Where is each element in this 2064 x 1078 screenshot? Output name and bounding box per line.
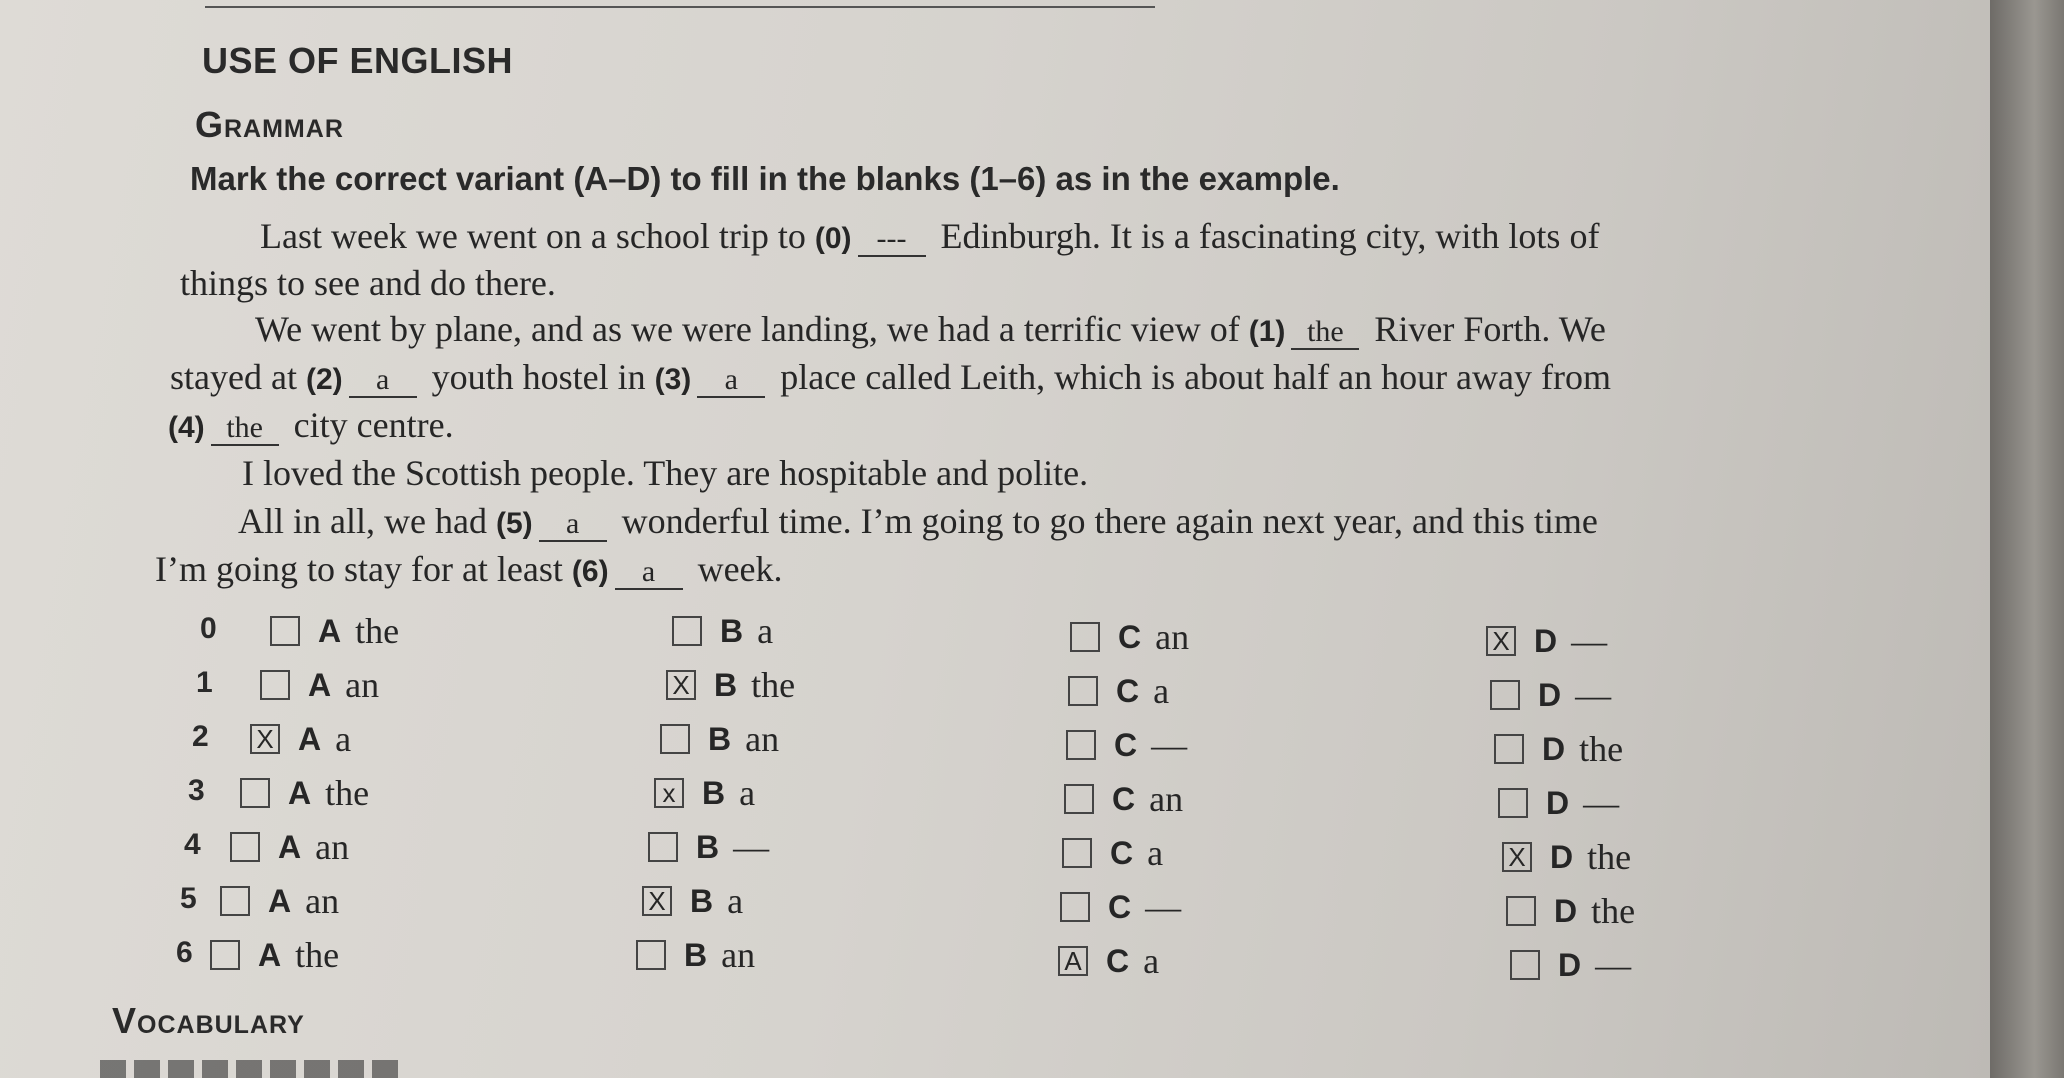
blank-0: --- — [858, 223, 926, 257]
option-4-c[interactable] — [1062, 832, 1163, 874]
option-3-d[interactable] — [1498, 782, 1619, 824]
option-checkbox[interactable] — [1062, 838, 1092, 868]
option-0-b[interactable] — [672, 610, 773, 652]
option-checkbox[interactable] — [270, 616, 300, 646]
option-text: an — [305, 881, 340, 921]
blank-5: a — [539, 508, 607, 542]
page-edge — [1990, 0, 2064, 1078]
option-text: a — [1153, 671, 1170, 711]
option-text: an — [345, 665, 380, 705]
option-letter: D — [1534, 622, 1558, 659]
option-letter: A — [268, 882, 292, 919]
option-text: a — [335, 719, 352, 759]
option-3-c[interactable] — [1064, 778, 1183, 820]
option-1-b[interactable] — [666, 664, 795, 706]
option-letter: A — [298, 720, 322, 757]
option-letter: B — [708, 720, 732, 757]
option-text: the — [1579, 729, 1624, 769]
blank-number: (5) — [495, 507, 533, 540]
option-checkbox[interactable] — [1064, 784, 1094, 814]
text-fragment: Edinburgh. It is a fascinating city, with lots of — [940, 216, 1600, 256]
text-fragment: stayed at — [170, 357, 297, 397]
blank-3: a — [697, 364, 765, 398]
option-checkbox[interactable] — [260, 670, 290, 700]
option-text: a — [757, 611, 774, 651]
option-6-b[interactable] — [636, 934, 755, 976]
option-1-d[interactable] — [1490, 674, 1611, 716]
blank-1: the — [1291, 316, 1359, 350]
option-row-number: 1 — [196, 666, 213, 699]
option-6-d[interactable] — [1510, 944, 1631, 986]
blank-number: (0) — [814, 222, 852, 255]
text-fragment: I loved the Scottish people. They are hospitable and polite. — [242, 453, 1089, 493]
option-letter: A — [288, 774, 312, 811]
option-checkbox[interactable] — [1510, 950, 1540, 980]
option-checkbox[interactable]: X — [1486, 626, 1516, 656]
option-text: the — [751, 665, 796, 705]
option-text: an — [745, 719, 780, 759]
option-5-c[interactable] — [1060, 886, 1181, 928]
text-line — [255, 308, 1606, 350]
option-letter: B — [720, 612, 744, 649]
cut-off-text — [100, 1060, 400, 1078]
option-letter: C — [1118, 618, 1142, 655]
option-checkbox[interactable] — [230, 832, 260, 862]
option-letter: D — [1542, 730, 1566, 767]
option-checkbox[interactable] — [1066, 730, 1096, 760]
option-2-c[interactable] — [1066, 724, 1187, 766]
instruction: Mark the correct variant (A–D) to fill in the blanks (1–6) as in the example. — [190, 160, 1340, 197]
text-fragment: wonderful time. I’m going to go there again next year, and this time — [621, 501, 1598, 541]
option-letter: D — [1554, 892, 1578, 929]
option-text: a — [739, 773, 756, 813]
option-checkbox[interactable]: X — [642, 886, 672, 916]
option-text: a — [727, 881, 744, 921]
option-0-c[interactable] — [1070, 616, 1189, 658]
option-letter: B — [684, 936, 708, 973]
option-text: — — [1151, 725, 1188, 765]
text-line — [180, 262, 556, 304]
option-6-c[interactable] — [1058, 940, 1159, 982]
text-line — [260, 215, 1599, 257]
option-checkbox[interactable] — [648, 832, 678, 862]
option-letter: C — [1112, 780, 1136, 817]
text-fragment: We went by plane, and as we were landing, we had a terrific view of — [255, 309, 1240, 349]
text-fragment: I’m going to stay for at least — [155, 549, 563, 589]
text-fragment: things to see and do there. — [180, 263, 556, 303]
option-text: the — [1587, 837, 1632, 877]
text-line — [242, 452, 1088, 494]
option-text: — — [1595, 945, 1632, 985]
option-2-a[interactable] — [250, 718, 351, 760]
option-row-number: 0 — [200, 612, 217, 645]
option-1-a[interactable] — [260, 664, 379, 706]
text-fragment: River Forth. We — [1374, 309, 1606, 349]
option-5-a[interactable] — [220, 880, 339, 922]
option-text: an — [315, 827, 350, 867]
option-text: — — [733, 827, 770, 867]
option-3-b[interactable] — [654, 772, 755, 814]
option-text: a — [1147, 833, 1164, 873]
blank-4: the — [211, 412, 279, 446]
option-checkbox[interactable] — [672, 616, 702, 646]
option-checkbox[interactable]: X — [250, 724, 280, 754]
text-fragment: All in all, we had — [238, 501, 487, 541]
option-2-d[interactable] — [1494, 728, 1623, 770]
option-checkbox[interactable]: X — [666, 670, 696, 700]
option-letter: C — [1108, 888, 1132, 925]
option-4-b[interactable] — [648, 826, 769, 868]
option-checkbox[interactable]: A — [1058, 946, 1088, 976]
text-line — [168, 404, 454, 446]
option-0-d[interactable] — [1486, 620, 1607, 662]
option-checkbox[interactable] — [1498, 788, 1528, 818]
option-letter: C — [1116, 672, 1140, 709]
option-checkbox[interactable]: x — [654, 778, 684, 808]
option-checkbox[interactable] — [1060, 892, 1090, 922]
option-3-a[interactable] — [240, 772, 369, 814]
option-letter: D — [1550, 838, 1574, 875]
option-text: the — [1591, 891, 1636, 931]
text-fragment: city centre. — [293, 405, 454, 445]
option-letter: C — [1106, 942, 1130, 979]
option-letter: C — [1110, 834, 1134, 871]
option-letter: D — [1546, 784, 1570, 821]
blank-2: a — [349, 364, 417, 398]
option-letter: B — [714, 666, 738, 703]
blank-number: (2) — [305, 363, 343, 396]
option-checkbox[interactable] — [1070, 622, 1100, 652]
text-fragment: place called Leith, which is about half an hour away from — [780, 357, 1611, 397]
blank-number: (1) — [1248, 315, 1286, 348]
text-fragment: youth hostel in — [431, 357, 646, 397]
grammar-heading: Grammar — [195, 104, 344, 145]
blank-number: (4) — [168, 411, 205, 444]
option-6-a[interactable] — [210, 934, 339, 976]
option-text: the — [295, 935, 340, 975]
option-text: a — [1143, 941, 1160, 981]
vocabulary-heading: Vocabulary — [112, 1000, 305, 1041]
option-text: an — [721, 935, 756, 975]
option-letter: A — [258, 936, 282, 973]
option-1-c[interactable] — [1068, 670, 1169, 712]
option-checkbox[interactable] — [220, 886, 250, 916]
option-5-d[interactable] — [1506, 890, 1635, 932]
option-row-number: 6 — [176, 936, 193, 969]
option-text: — — [1145, 887, 1182, 927]
option-row-number: 2 — [192, 720, 209, 753]
option-row-number: 4 — [184, 828, 201, 861]
option-0-a[interactable] — [270, 610, 399, 652]
option-checkbox[interactable] — [1506, 896, 1536, 926]
option-letter: A — [308, 666, 332, 703]
option-letter: A — [318, 612, 342, 649]
option-text: — — [1571, 621, 1608, 661]
option-4-a[interactable] — [230, 826, 349, 868]
option-checkbox[interactable] — [636, 940, 666, 970]
blank-number: (6) — [571, 555, 609, 588]
option-checkbox[interactable] — [240, 778, 270, 808]
option-letter: D — [1558, 946, 1582, 983]
blank-6: a — [615, 556, 683, 590]
option-letter: B — [696, 828, 720, 865]
option-letter: B — [702, 774, 726, 811]
option-checkbox[interactable] — [1490, 680, 1520, 710]
text-line — [238, 500, 1598, 542]
option-text: the — [355, 611, 400, 651]
blank-number: (3) — [654, 363, 692, 396]
option-checkbox[interactable] — [1494, 734, 1524, 764]
text-line — [170, 356, 1611, 398]
option-letter: D — [1538, 676, 1562, 713]
option-letter: A — [278, 828, 302, 865]
option-text: an — [1155, 617, 1190, 657]
option-text: — — [1575, 675, 1612, 715]
section-title: USE OF ENGLISH — [202, 40, 514, 81]
option-text: the — [325, 773, 370, 813]
option-5-b[interactable] — [642, 880, 743, 922]
text-fragment: Last week we went on a school trip to — [260, 216, 806, 256]
option-checkbox[interactable] — [210, 940, 240, 970]
option-letter: B — [690, 882, 714, 919]
option-text: an — [1149, 779, 1184, 819]
text-fragment: week. — [697, 549, 783, 589]
option-letter: C — [1114, 726, 1138, 763]
option-checkbox[interactable]: X — [1502, 842, 1532, 872]
option-text: — — [1583, 783, 1620, 823]
option-2-b[interactable] — [660, 718, 779, 760]
option-row-number: 5 — [180, 882, 197, 915]
option-checkbox[interactable] — [1068, 676, 1098, 706]
option-row-number: 3 — [188, 774, 205, 807]
top-rule — [205, 6, 1155, 8]
text-line — [155, 548, 783, 590]
option-checkbox[interactable] — [660, 724, 690, 754]
option-4-d[interactable] — [1502, 836, 1631, 878]
